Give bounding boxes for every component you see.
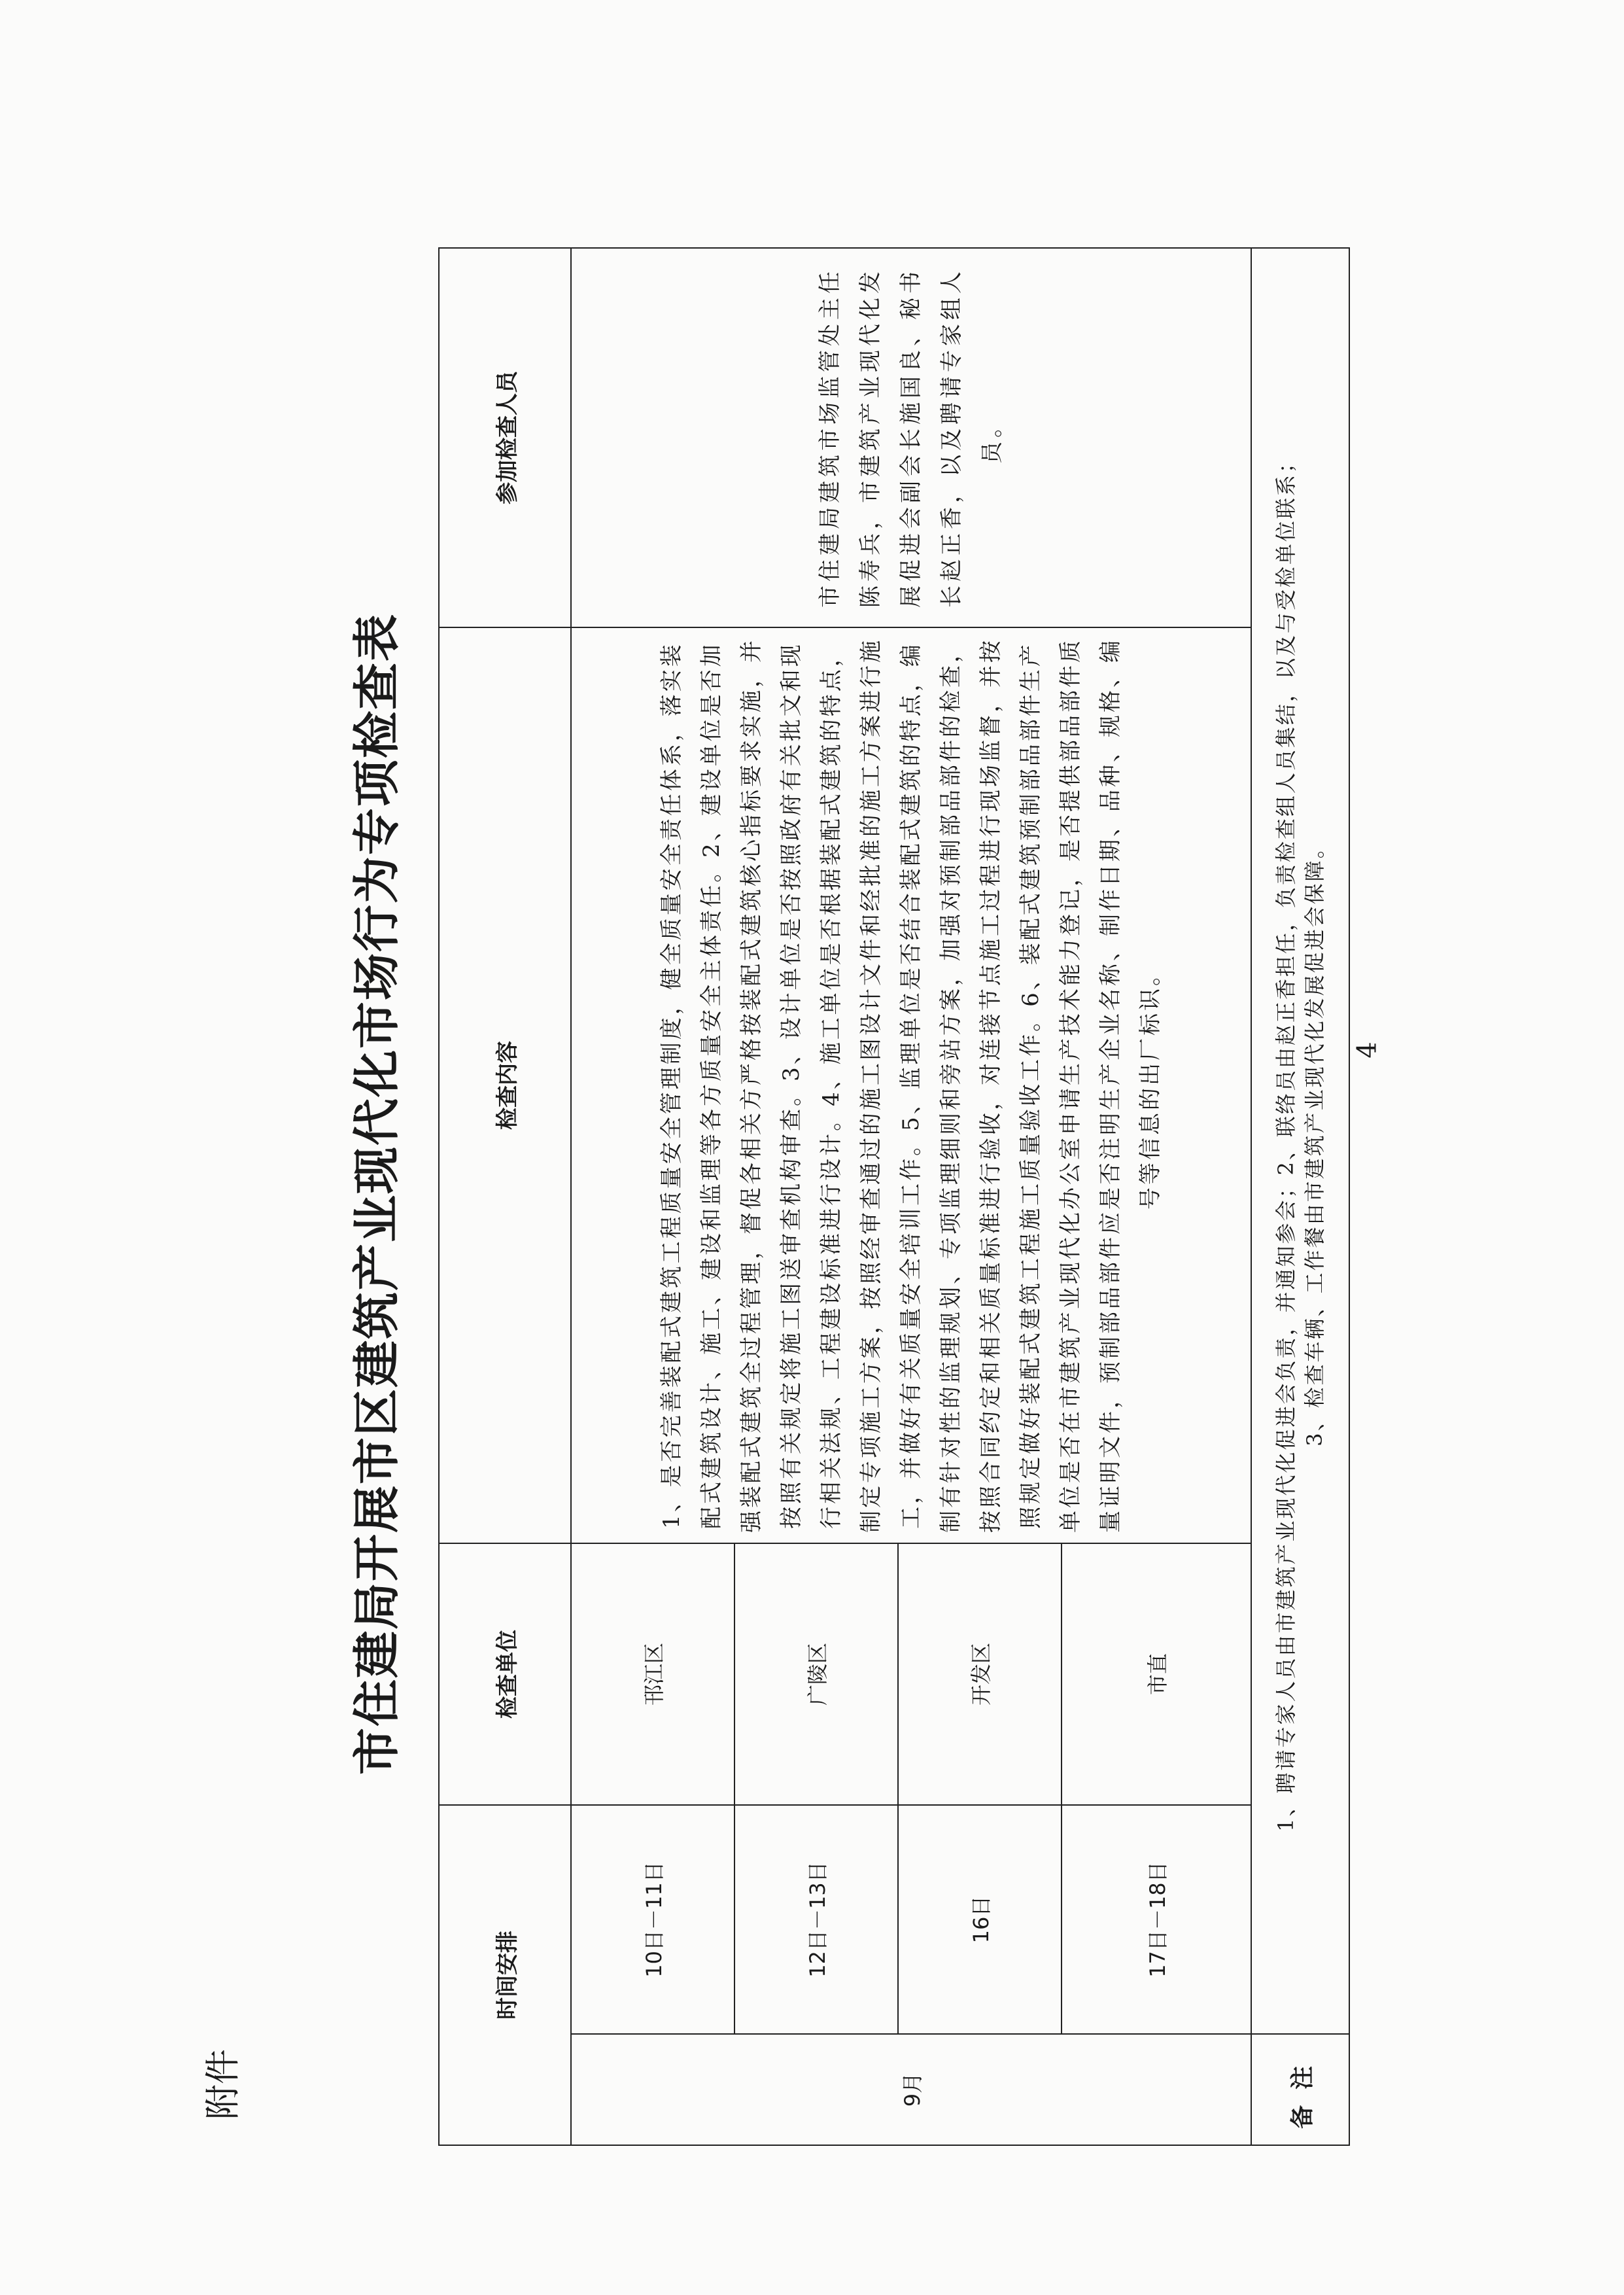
month-cell: 9月 [571,2034,1251,2145]
inspection-table [438,247,1350,2146]
notes-cell [1251,248,1349,2034]
note-line: 3、检查车辆、工作餐由市建筑产业现代化发展促进会保障。 [1302,835,1327,1446]
people-cell: 市住建局建筑市场监管处主任陈寿兵，市建筑产业现代化发展促进会副会长施国良、秘书长赵正香，以及聘请专家组人员。 [571,248,1251,627]
header-content: 检查内容 [439,627,571,1543]
date-cell: 16日 [898,1805,1062,2034]
header-unit: 检查单位 [439,1543,571,1805]
notes-label: 备注 [1251,2034,1349,2145]
header-people: 参加检查人员 [439,248,571,627]
page-number: 4 [1352,1042,1383,1059]
date-cell: 10日－11日 [571,1805,734,2034]
unit-cell: 市直 [1062,1543,1251,1805]
content-cell: 1、是否完善装配式建筑工程质量安全管理制度，健全质量安全责任体系，落实装配式建筑设计、施工、建设和监理等各方质量安全主体责任。2、建设单位是否加强装配式建筑全过程管理，督促各相关方严格按装配式建筑核心指标要求实施，并按照有关规定将施工图送审查机构审查。3、设计单位是否按照政府有关批文和现行相关法规、工程建设标准进行设计。4、施工单位是否根据装配式建筑的特点，制定专项施工方案，按照经审查通过的施工图设计文件和经批准的施工方案进行施工，并做好有关质量安全培训工作。5、监理单位是否结合装配式建筑的特点，编制有针对性的监理规划、专项监理细则和旁站方案，加强对预制部品部件的检查，按照合同约定和相关质量标准进行验收，对连接节点施工过程进行现场监督，并按照规定做好装配式建筑工程施工质量验收工作。6、装配式建筑预制部品部件生产单位是否在市建筑产业现代化办公室申请生产技术能力登记，是否提供部品部件质量证明文件，预制部品部件应是否注明生产企业名称、制作日期、品种、规格、编号等信息的出厂标识。 [571,627,1251,1543]
page-title: 市住建局开展市区建筑产业现代化市场行为专项检查表 [349,613,404,1776]
attachment-label: 附件 [202,2049,243,2120]
unit-cell: 开发区 [898,1543,1062,1805]
table-row [571,248,734,2145]
date-cell: 12日－13日 [734,1805,898,2034]
unit-cell: 广陵区 [734,1543,898,1805]
unit-cell: 邗江区 [571,1543,734,1805]
notes-row [1251,248,1349,2145]
rotated-document [307,236,1334,2152]
note-line: 1、聘请专家人员由市建筑产业现代化促进会负责，并通知参会；2、联络员由赵正香担任，负责检查组人员集结，以及与受检单位联系； [1273,450,1298,1832]
table-header-row [439,248,571,2145]
header-time: 时间安排 [439,1805,571,2145]
date-cell: 17日－18日 [1062,1805,1251,2034]
